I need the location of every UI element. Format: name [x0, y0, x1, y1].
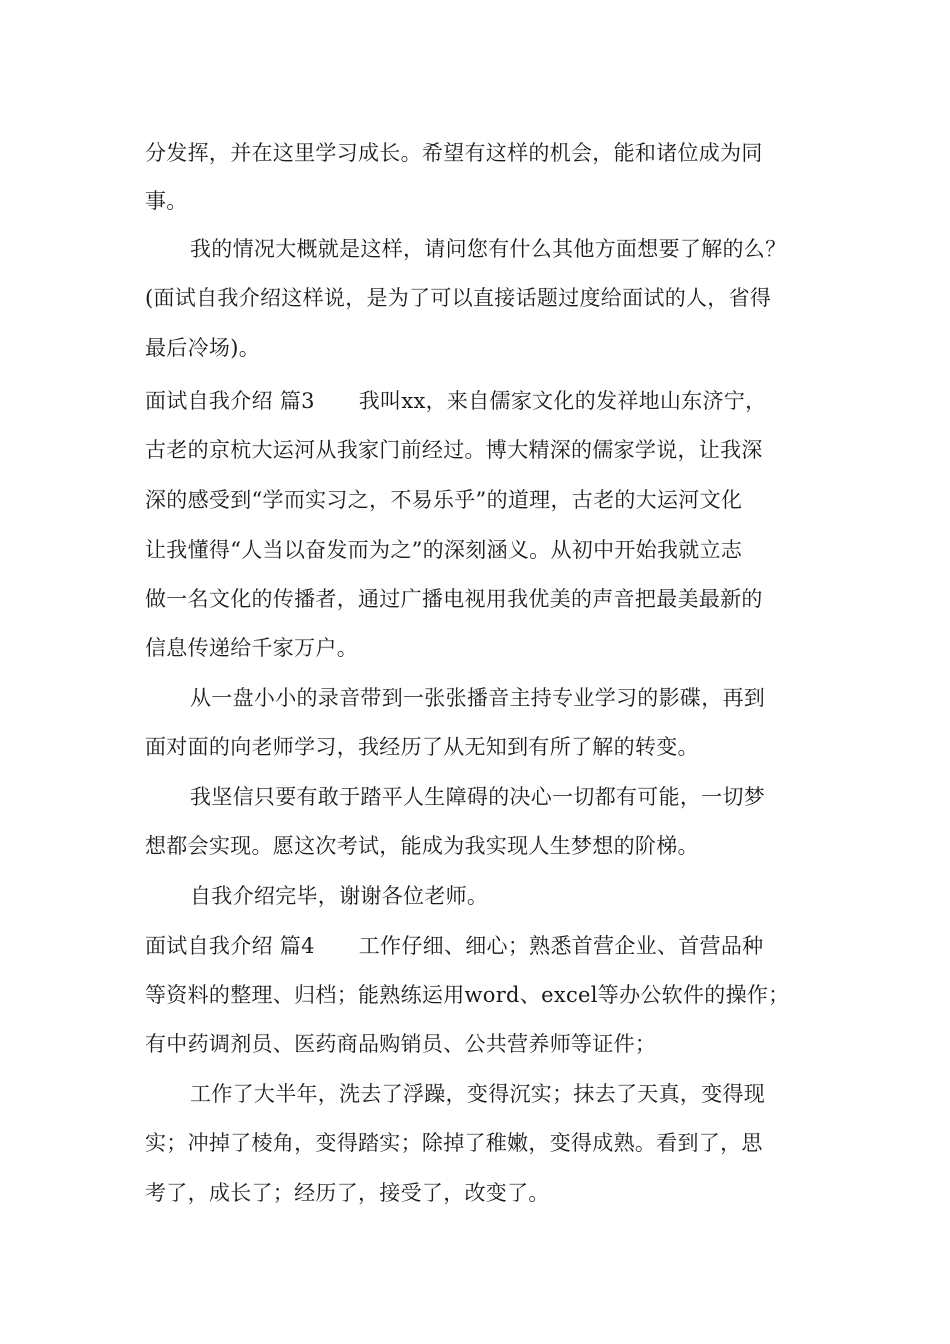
- section-text: 工作仔细、细心；熟悉首营企业、首营品种: [358, 934, 764, 958]
- paragraph-line: 事。: [145, 189, 188, 213]
- paragraph-line: 想都会实现。愿这次考试，能成为我实现人生梦想的阶梯。: [145, 834, 699, 858]
- paragraph-line: 工作了大半年，洗去了浮躁，变得沉实；抹去了天真，变得现: [190, 1082, 766, 1106]
- paragraph-line: 做一名文化的传播者，通过广播电视用我优美的声音把最美最新的: [145, 587, 763, 611]
- paragraph-line: 我的情况大概就是这样，请问您有什么其他方面想要了解的么？: [190, 237, 787, 261]
- section-heading: 面试自我介绍 篇3: [145, 389, 315, 413]
- section-4-first-line: [145, 932, 763, 960]
- paragraph-line: 从一盘小小的录音带到一张张播音主持专业学习的影碟，再到: [190, 686, 766, 710]
- paragraph-line: 实；冲掉了棱角，变得踏实；除掉了稚嫩，变得成熟。看到了，思: [145, 1131, 763, 1155]
- paragraph-line: 深的感受到“学而实习之，不易乐乎”的道理，古老的大运河文化: [145, 488, 743, 512]
- paragraph-line: 我坚信只要有敢于踏平人生障碍的决心一切都有可能，一切梦: [190, 785, 766, 809]
- paragraph-line: 让我懂得“人当以奋发而为之”的深刻涵义。从初中开始我就立志: [145, 538, 743, 562]
- section-heading: 面试自我介绍 篇4: [145, 934, 315, 958]
- paragraph-line: 等资料的整理、归档；能熟练运用word、excel等办公软件的操作；: [145, 983, 790, 1007]
- section-text: 我叫xx，来自儒家文化的发祥地山东济宁，: [358, 389, 767, 413]
- paragraph-line: 古老的京杭大运河从我家门前经过。博大精深的儒家学说，让我深: [145, 438, 763, 462]
- paragraph-line: 有中药调剂员、医药商品购销员、公共营养师等证件；: [145, 1032, 657, 1056]
- paragraph-line: 面对面的向老师学习，我经历了从无知到有所了解的转变。: [145, 735, 699, 759]
- paragraph-line: 考了，成长了；经历了，接受了，改变了。: [145, 1181, 550, 1205]
- paragraph-line: 最后冷场)。: [145, 336, 260, 360]
- paragraph-line: 分发挥，并在这里学习成长。希望有这样的机会，能和诸位成为同: [145, 141, 763, 165]
- paragraph-line: 自我介绍完毕，谢谢各位老师。: [190, 884, 489, 908]
- section-3-first-line: [145, 387, 766, 415]
- paragraph-line: 信息传递给千家万户。: [145, 636, 358, 660]
- paragraph-line: (面试自我介绍这样说，是为了可以直接话题过度给面试的人，省得: [145, 286, 772, 310]
